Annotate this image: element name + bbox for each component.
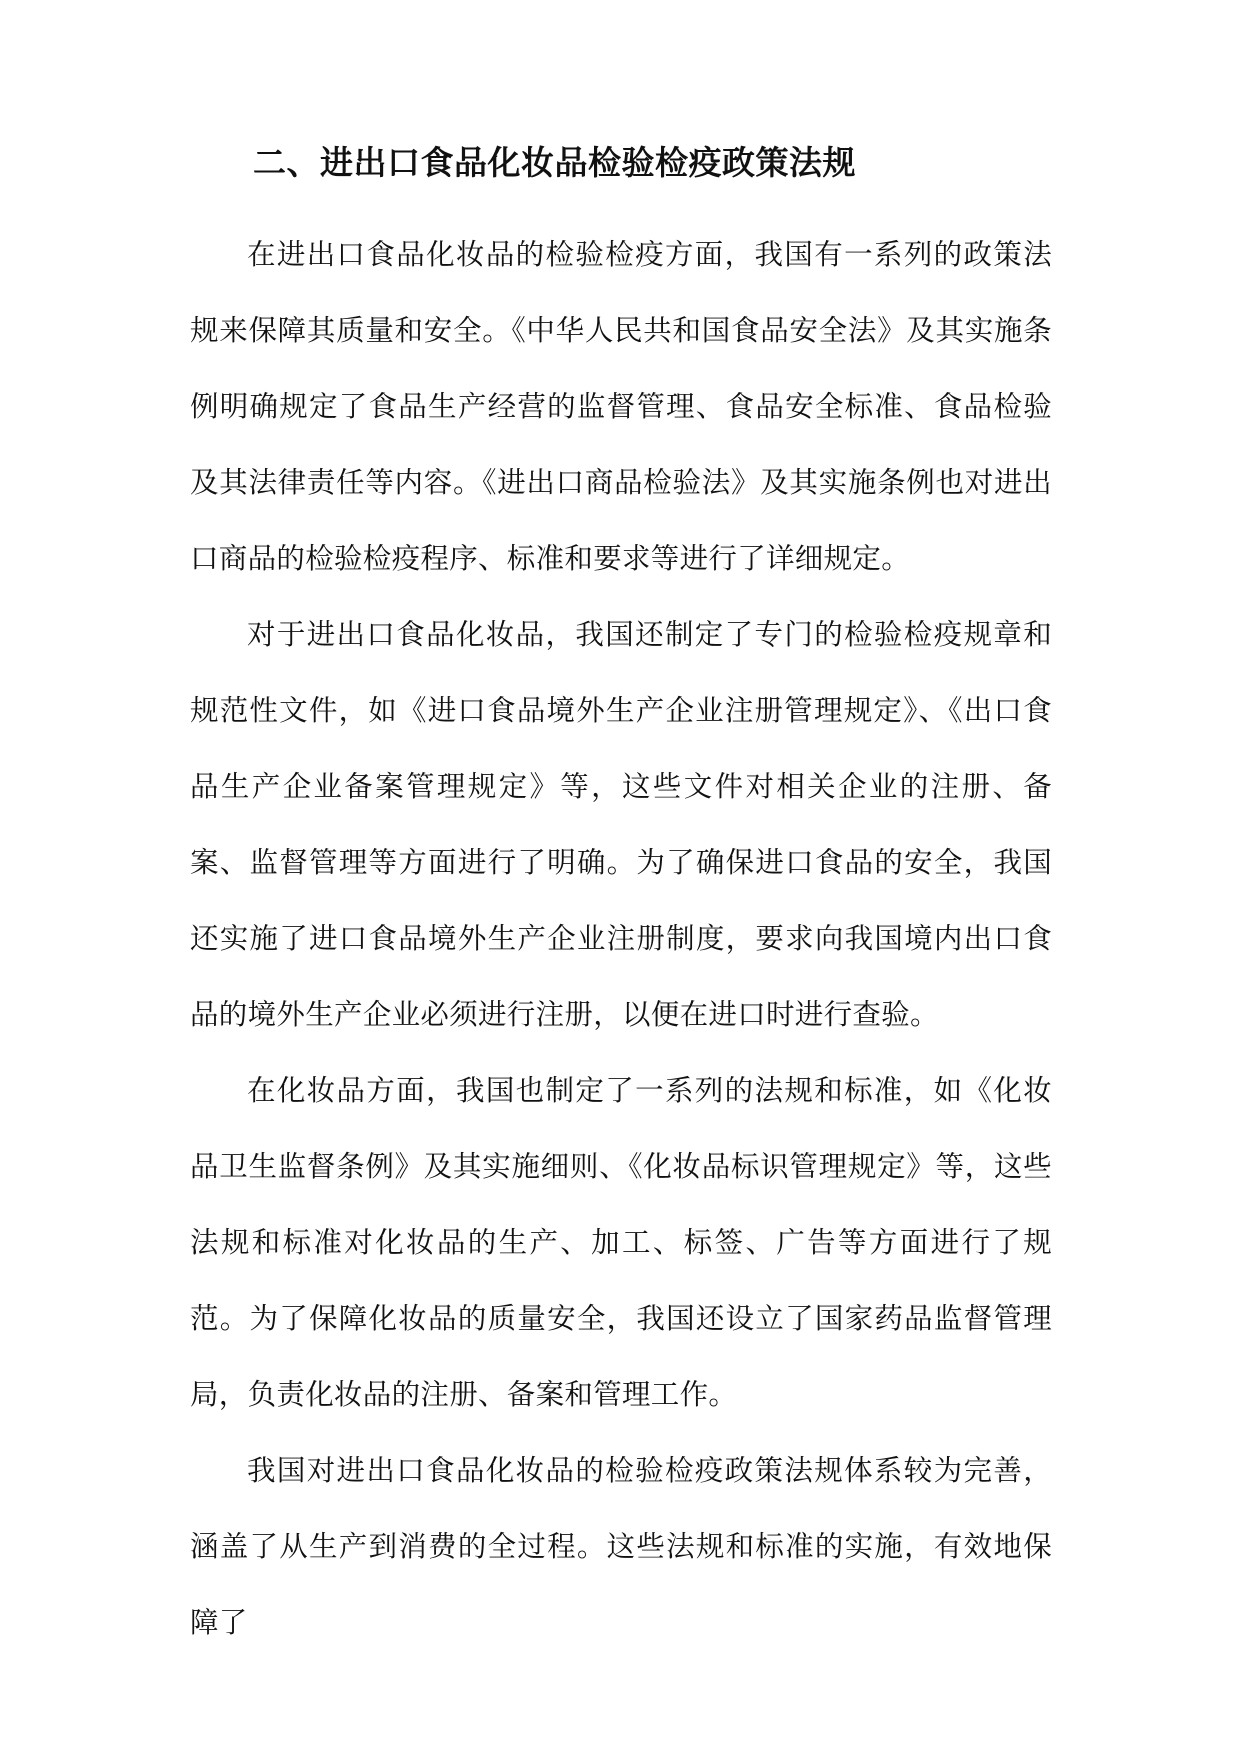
paragraph-3: 在化妆品方面，我国也制定了一系列的法规和标准，如《化妆品卫生监督条例》及其实施细则、《化妆品标识管理规定》等，这些法规和标准对化妆品的生产、加工、标签、广告等方面进行了规范。为了保障化妆品的质量安全，我国还设立了国家药品监督管理局，负责化妆品的注册、备案和管理工作。: [190, 1074, 1052, 1411]
paragraph-1: 在进出口食品化妆品的检验检疫方面，我国有一系列的政策法规来保障其质量和安全。《中华人民共和国食品安全法》及其实施条例明确规定了食品生产经营的监督管理、食品安全标准、食品检验及其法律责任等内容。《进出口商品检验法》及其实施条例也对进出口商品的检验检疫程序、标准和要求等进行了详细规定。: [190, 238, 1052, 575]
paragraph-2: 对于进出口食品化妆品，我国还制定了专门的检验检疫规章和规范性文件，如《进口食品境外生产企业注册管理规定》、《出口食品生产企业备案管理规定》等，这些文件对相关企业的注册、备案、监督管理等方面进行了明确。为了确保进口食品的安全，我国还实施了进口食品境外生产企业注册制度，要求向我国境内出口食品的境外生产企业必须进行注册，以便在进口时进行查验。: [190, 618, 1052, 1031]
section-heading: 二、进出口食品化妆品检验检疫政策法规: [253, 143, 856, 182]
paragraph-4: 我国对进出口食品化妆品的检验检疫政策法规体系较为完善，涵盖了从生产到消费的全过程。这些法规和标准的实施，有效地保障了: [190, 1454, 1052, 1639]
document-body: [190, 138, 1052, 1661]
